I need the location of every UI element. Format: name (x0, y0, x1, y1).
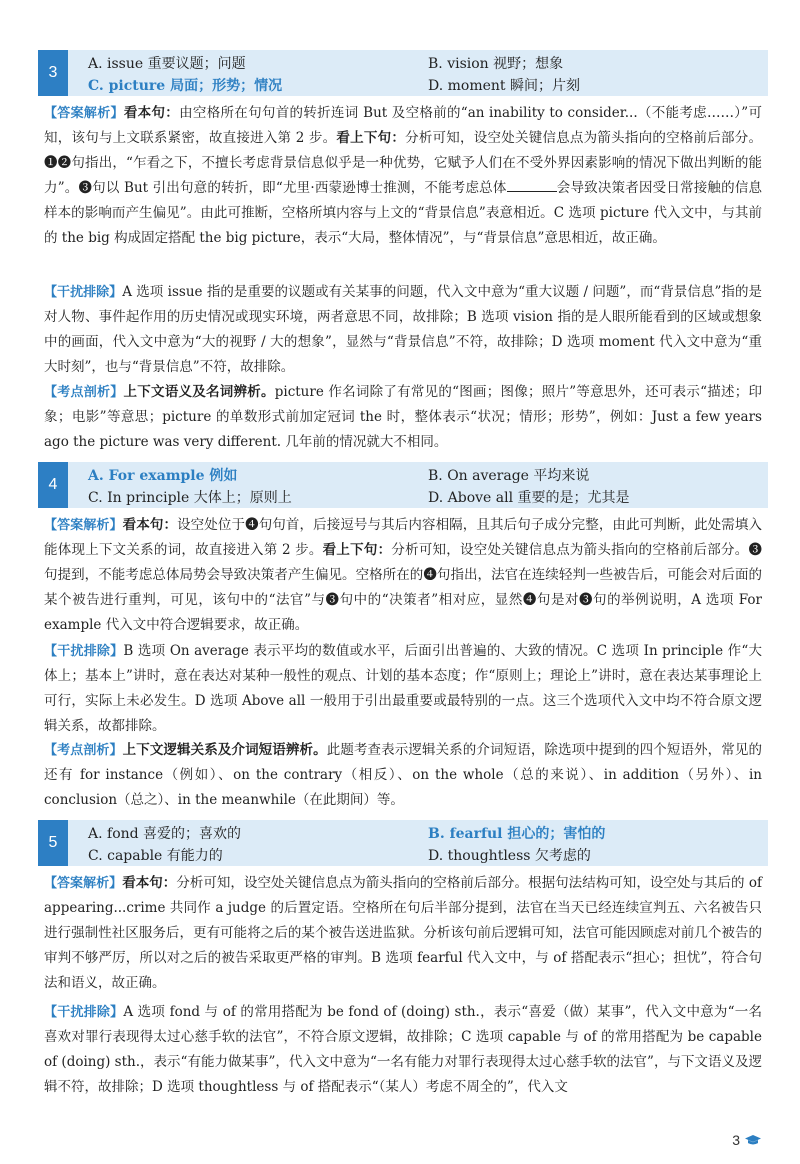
question-4-options-box (38, 462, 768, 508)
analysis-label: 【答案解析】 (44, 518, 123, 533)
interfere-label: 【干扰排除】 (44, 644, 124, 659)
question-5-options-box (38, 820, 768, 866)
option-a-correct: A. For example 例如 (88, 468, 238, 484)
step-lead: 看本句： (123, 105, 180, 121)
analysis-text: 分析可知，设空处关键信息点为箭头指向的空格前后部分。❸句提到，不能考虑总体局势会导致决策者产生偏见。空格所在的❹句指出，法官在连续轻判一些被告后，可能会对后面的某个被告进行重判，可见，该句中的“法官”与❸句中的“决策者”相对应，显然❹句是对❸句的举例说明，A 选项 For example 代入文中符合逻辑要求，故正确。 (44, 542, 763, 633)
step-lead: 看本句： (122, 875, 177, 891)
interfere-text: B 选项 On average 表示平均的数值或水平，后面引出普遍的、大致的情况。C 选项 In principle 作“大体上；基本上”讲时，意在表达对某种一般性的观点、计划的基本态度；作“原则上；理论上”讲时，意在表达某事理论上可行，实际上未必发生。D 选项 Above all 一般用于引出最重要或最特别的一点。这三个选项代入文中均不符合原文逻辑关系，故都排除。 (44, 643, 762, 734)
q3-answer-analysis (44, 101, 762, 251)
analysis-text: 分析可知，设空处关键信息点为箭头指向的空格前后部分。❶❷句指出，“乍看之下，不擅长考虑背景信息似乎是一种优势，它赋予人们在不受外界因素影响的情况下做出判断的能力”。❸句以 But 引出句意的转折，即“尤里·西蒙逊博士推测，不能考虑总体 (44, 130, 763, 196)
q5-interference (44, 1000, 762, 1100)
interfere-text: A 选项 issue 指的是重要的议题或有关某事的问题，代入文中意为“重大议题 / 问题”，而“背景信息”指的是对人物、事件起作用的历史情况或现实环境，两者意思不同，故排除；B 选项 vision 指的是人眼所能看到的区域或想象中的画面，代入文中意为“大的视野 / 大的想象”，显然与“背景信息”不符，故排除；D 选项 moment 代入文中意为“重大时刻”，也与“背景信息”不符，故排除。 (44, 284, 762, 375)
graduation-cap-icon (744, 1134, 762, 1146)
option-c: C. capable 有能力的 (88, 848, 223, 864)
question-number: 3 (38, 50, 68, 96)
question-number: 5 (38, 820, 68, 866)
point-title: 上下文逻辑关系及介词短语辨析。 (122, 742, 327, 758)
q4-interference (44, 639, 762, 739)
options-grid (68, 462, 768, 508)
option-c-correct: C. picture 局面；形势；情况 (88, 78, 283, 94)
option-b: B. vision 视野；想象 (428, 56, 564, 72)
option-a: A. issue 重要议题；问题 (88, 56, 246, 72)
q5-answer-analysis (44, 871, 762, 996)
interfere-label: 【干扰排除】 (44, 285, 123, 300)
option-b: B. On average 平均来说 (428, 468, 590, 484)
options-grid (68, 50, 768, 96)
option-c: C. In principle 大体上；原则上 (88, 490, 292, 506)
q4-answer-analysis (44, 513, 762, 638)
point-title: 上下文语义及名词辨析。 (123, 384, 275, 400)
analysis-label: 【答案解析】 (44, 876, 123, 891)
step-lead: 看本句： (122, 517, 178, 533)
interfere-text: A 选项 fond 与 of 的常用搭配为 be fond of (doing) sth.，表示“喜爱（做）某事”，代入文中意为“一名喜欢对罪行表现得太过心慈手软的法官”，不符合原文逻辑，故排除；C 选项 capable 与 of 的常用搭配为 be capable of (doing) sth.，表示“有能力做某事”，代入文中意为“一名有能力对罪行表现得太过心慈手软的法官”，与下文语义及逻辑不符，故排除；D 选项 thoughtless 与 of 搭配表示“（某人）考虑不周全的”，代入文 (44, 1004, 762, 1095)
page-footer (732, 1132, 762, 1148)
step-lead: 看上下句： (322, 542, 392, 558)
options-grid (68, 820, 768, 866)
point-label: 【考点剖析】 (44, 385, 124, 400)
analysis-text: 分析可知，设空处关键信息点为箭头指向的空格前后部分。根据句法结构可知，设空处与其后的 of appearing...crime 共同作 a judge 的后置定语。空格所在句后半部分提到，法官在当天已经连续宣判五、六名被告只进行强制性社区服务后，更有可能将之后的某个被告送进监狱。分析该句前后逻辑可知，法官可能因顾虑对前几个被告的审判不够严厉，所以对之后的被告采取更严格的审判。B 选项 fearful 代入文中，与 of 搭配表示“担心；担忧”，符合句法和语义，故正确。 (44, 875, 762, 991)
q3-key-point (44, 380, 762, 455)
interfere-label: 【干扰排除】 (44, 1005, 124, 1020)
analysis-label: 【答案解析】 (44, 106, 124, 121)
option-d: D. moment 瞬间；片刻 (428, 78, 580, 94)
analysis-text: 设空处位于❹句句首，后接逗号与其后内容相隔，且其后句子成分完整，由此可判断，此处需填入能体现上下文关系的词，故直接进入第 2 步。 (44, 517, 762, 558)
point-label: 【考点剖析】 (44, 743, 123, 758)
step-lead: 看上下句： (336, 130, 406, 146)
analysis-text: 会导致决策者因受日常接触的信息样本的影响而产生偏见”。由此可推断，空格所填内容与上文的“背景信息”表意相近。C 选项 picture 代入文中，与其前的 the big 构成固定搭配 the big picture，表示“大局，整体情况”，与“背景信息”意思相近，故正确。 (44, 180, 763, 246)
question-number: 4 (38, 462, 68, 508)
option-d: D. thoughtless 欠考虑的 (428, 848, 591, 864)
option-a: A. fond 喜爱的；喜欢的 (88, 826, 242, 842)
analysis-text: 由空格所在句句首的转折连词 But 及空格前的“an inability to consider...（不能考虑……）”可知，该句与上文联系紧密，故直接进入第 2 步。 (44, 105, 763, 146)
option-b-correct: B. fearful 担心的；害怕的 (428, 826, 606, 842)
page-number: 3 (732, 1132, 740, 1148)
option-d: D. Above all 重要的是；尤其是 (428, 490, 630, 506)
point-text: picture 作名词除了有常见的“图画；图像；照片”等意思外，还可表示“描述；印象；电影”等意思；picture 的单数形式前加定冠词 the 时，整体表示“状况；情形；形势”，例如：Just a few years ago the picture was very different. 几年前的情况就大不相同。 (44, 384, 763, 450)
q4-key-point (44, 738, 762, 813)
blank-line (507, 179, 557, 192)
question-3-options-box (38, 50, 768, 96)
point-text: 此题考查表示逻辑关系的介词短语，除选项中提到的四个短语外，常见的还有 for instance（例如）、on the contrary（相反）、on the whole（总的来说）、in addition（另外）、in conclusion（总之）、in the meanwhile（在此期间）等。 (44, 742, 763, 808)
q3-interference (44, 280, 762, 380)
